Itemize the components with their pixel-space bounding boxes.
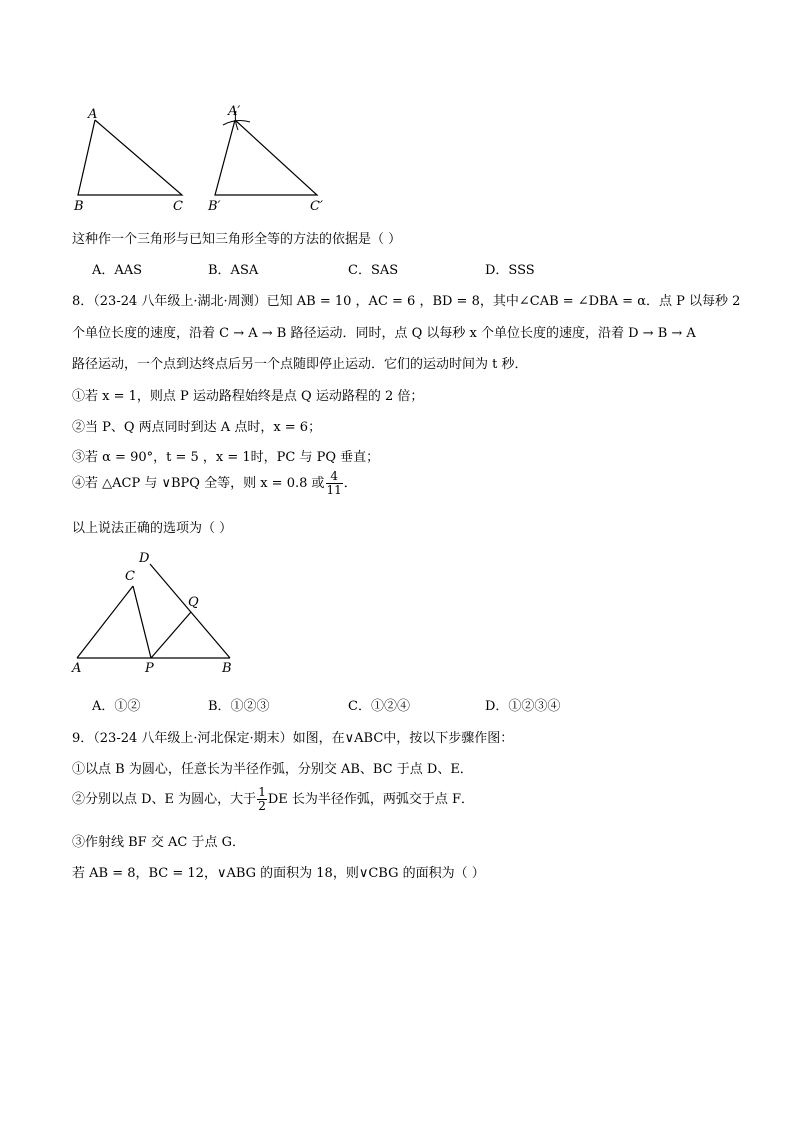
fraction-denominator: 11 bbox=[326, 483, 342, 497]
fraction-denominator: 2 bbox=[258, 799, 266, 813]
q7-option-b[interactable]: B．ASA bbox=[208, 263, 259, 278]
fig-label-C: C bbox=[125, 569, 135, 584]
q8-line-2: 个单位长度的速度，沿着 C → A → B 路径运动．同时，点 Q 以每秒 x 个单位长度的速度，沿着 D → B → A bbox=[72, 326, 696, 341]
q8-option-c[interactable]: C．①②④ bbox=[348, 699, 410, 714]
fig-label-Q: Q bbox=[188, 595, 199, 610]
q9-line-1: 9．（23-24 八年级上·河北保定·期末）如图，在∨ABC中，按以下步骤作图： bbox=[72, 731, 514, 746]
q8-line-1: 8．（23-24 八年级上·湖北·周测）已知 AB = 10 ，AC = 6 ，BD = 8，其中∠CAB = ∠DBA = α．点 P 以每秒 2 bbox=[72, 294, 741, 309]
fig-label-A: A bbox=[72, 661, 82, 676]
q9-step-2 bbox=[72, 786, 474, 813]
triangle-figure-1 bbox=[60, 100, 360, 215]
label-C: C bbox=[173, 199, 183, 214]
fraction-1-2 bbox=[257, 786, 267, 813]
fig-label-P: P bbox=[145, 661, 154, 676]
label-C-prime: C′ bbox=[310, 199, 323, 214]
label-A-prime: A′ bbox=[228, 104, 241, 119]
q8-s4-text: ④若 △ACP 与 ∨BPQ 全等，则 x = 0.8 或 bbox=[72, 476, 325, 491]
q8-statement-4 bbox=[72, 470, 357, 497]
label-B-prime: B′ bbox=[208, 199, 221, 214]
q9-step-1: ①以点 B 为圆心，任意长为半径作弧，分别交 AB、BC 于点 D、E． bbox=[72, 762, 473, 777]
q9-s2-text: ②分别以点 D、E 为圆心，大于 bbox=[72, 792, 257, 807]
q8-statement-3: ③若 α = 90°，t = 5 ，x = 1时，PC 与 PQ 垂直； bbox=[72, 450, 380, 465]
q8-option-d[interactable]: D．①②③④ bbox=[485, 699, 561, 714]
q7-option-c[interactable]: C．SAS bbox=[348, 263, 399, 278]
label-A: A bbox=[88, 107, 98, 122]
q7-option-a[interactable]: A．AAS bbox=[92, 263, 143, 278]
fig-label-B: B bbox=[222, 661, 232, 676]
q7-option-d[interactable]: D．SSS bbox=[485, 263, 535, 278]
fig-label-D: D bbox=[139, 551, 150, 566]
label-B: B bbox=[74, 199, 84, 214]
fraction-numerator: 1 bbox=[258, 785, 266, 799]
q8-s4-end: ． bbox=[343, 476, 357, 491]
q8-figure bbox=[65, 548, 245, 676]
fraction-numerator: 4 bbox=[326, 470, 343, 484]
q9-question: 若 AB = 8，BC = 12，∨ABG 的面积为 18，则∨CBG 的面积为（ ） bbox=[72, 866, 485, 881]
q9-s2-end: DE 长为半径作弧，两弧交于点 F． bbox=[267, 792, 475, 807]
q8-statement-2: ②当 P、Q 两点同时到达 A 点时，x = 6； bbox=[72, 420, 322, 435]
fraction-4-11 bbox=[326, 470, 343, 497]
q8-option-b[interactable]: B．①②③ bbox=[208, 699, 270, 714]
q8-line-3: 路径运动，一个点到达终点后另一个点随即停止运动．它们的运动时间为 t 秒． bbox=[72, 357, 528, 372]
q7-question: 这种作一个三角形与已知三角形全等的方法的依据是（ ） bbox=[72, 232, 402, 247]
q8-question: 以上说法正确的选项为（ ） bbox=[72, 521, 233, 536]
q8-statement-1: ①若 x = 1，则点 P 运动路程始终是点 Q 运动路程的 2 倍； bbox=[72, 389, 424, 404]
q8-option-a[interactable]: A．①② bbox=[92, 699, 141, 714]
q9-step-3: ③作射线 BF 交 AC 于点 G． bbox=[72, 835, 245, 850]
